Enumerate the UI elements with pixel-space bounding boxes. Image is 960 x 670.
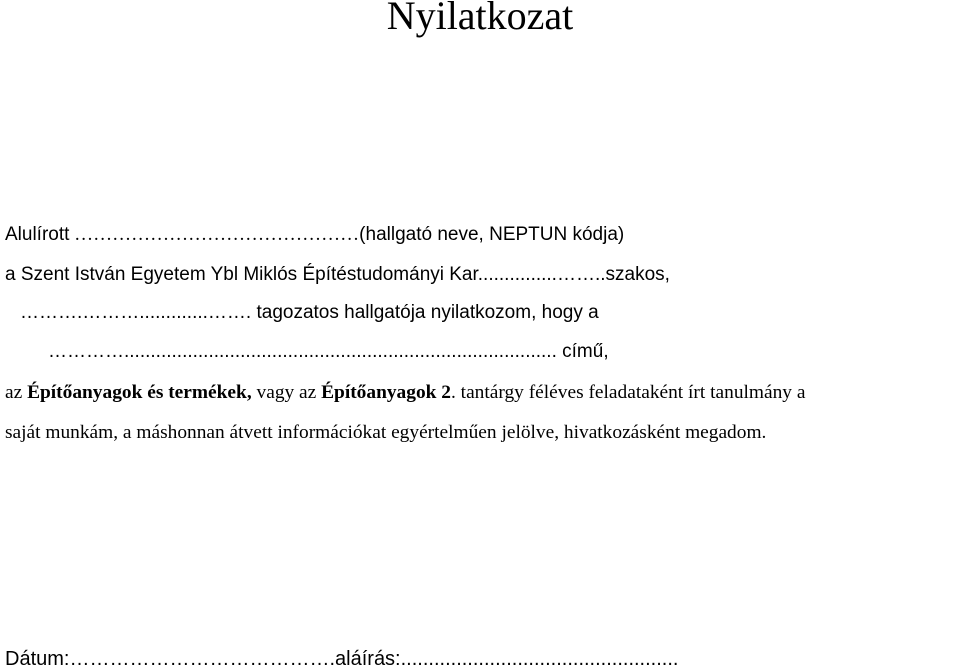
university-text: a Szent István Egyetem Ybl Miklós Építéstudományi Kar: [5, 264, 478, 285]
line5-part3: . tantárgy féléves feladataként írt tanulmány a: [450, 382, 806, 403]
document-title: Nyilatkozat: [386, 0, 574, 38]
statement-line-6: [5, 422, 766, 444]
course-name-2: Építőanyagok 2: [321, 382, 451, 403]
statement-line-5: [5, 382, 805, 404]
statement-line-3: [20, 302, 599, 324]
mode-text: tagozatos hallgatója nyilatkozom, hogy a: [256, 302, 599, 323]
major-fill-dots: ...............……..: [477, 264, 606, 285]
date-label: Dátum:: [5, 648, 70, 670]
mode-fill-dots: ……….……….............…….: [20, 302, 257, 323]
signature-fill-dots: ..................................................: [400, 648, 679, 670]
major-label: szakos,: [605, 264, 670, 285]
undersigned-label: Alulírott: [5, 224, 70, 245]
line5-part2: vagy az: [251, 382, 322, 403]
date-fill-dots: ………………………………….: [69, 648, 336, 670]
name-fill-dots: ………………………………………: [69, 224, 360, 245]
statement-line-1: [5, 224, 624, 246]
course-name-1: Építőanyagok és termékek,: [27, 382, 252, 403]
name-neptun-hint: (hallgató neve, NEPTUN kódja): [359, 224, 625, 245]
signature-label: aláírás:: [335, 648, 401, 670]
titled-label: című,: [556, 341, 609, 362]
statement-line-2: [5, 264, 670, 286]
statement-line-4: [48, 341, 609, 363]
line5-part1: az: [5, 382, 28, 403]
signature-line: [5, 648, 678, 670]
title-fill-dots: …………..................................................................................: [48, 341, 557, 362]
line6-text: saját munkám, a máshonnan átvett információkat egyértelműen jelölve, hivatkozásként megadom.: [5, 422, 767, 443]
